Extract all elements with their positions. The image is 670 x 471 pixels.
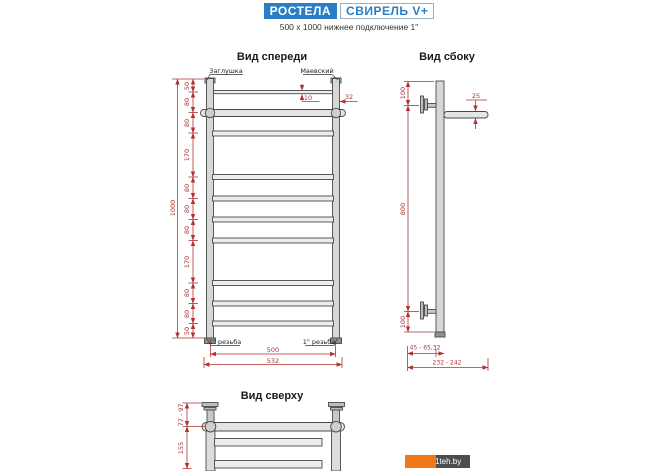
dim-side-bottom-offset: 100 xyxy=(398,315,407,329)
top-left-post xyxy=(206,427,215,471)
product-subtitle: 500 x 1000 нижнее подключение 1" xyxy=(279,22,419,32)
watermark-badge xyxy=(405,455,470,468)
dim-chain-6: 80 xyxy=(182,226,191,235)
dim-chain-1: 80 xyxy=(182,97,191,107)
header xyxy=(179,3,519,32)
rung-2-left-cap xyxy=(205,108,214,117)
dim-top-depth: 155 xyxy=(176,441,185,454)
dim-width-centers: 500 xyxy=(266,345,280,354)
thread-label-right: 1" резьба xyxy=(302,337,336,346)
top-view-drawing xyxy=(202,403,345,471)
rung-2-protruding xyxy=(201,110,346,117)
side-top-bracket xyxy=(421,96,437,113)
watermark-text: 1teh.by xyxy=(435,457,462,466)
thread-label-left: 1" резьба xyxy=(208,337,242,346)
dim-side-rung-diameter: 25 xyxy=(471,91,481,100)
rungs-3-10 xyxy=(213,131,334,326)
side-foot xyxy=(435,332,445,337)
watermark-logo xyxy=(436,455,470,468)
dim-side-depth-range: 232 - 242 xyxy=(432,359,462,366)
watermark-accent xyxy=(405,455,436,468)
dim-post-diameter: 32 xyxy=(344,93,354,101)
side-rung xyxy=(444,112,488,119)
dim-side-top-offset: 100 xyxy=(398,87,407,100)
dim-chain-3: 170 xyxy=(182,148,191,162)
dim-chain-4: 80 xyxy=(182,183,191,192)
rung-2-right-cap xyxy=(331,108,340,117)
top-right-post-circle xyxy=(331,421,342,432)
top-view-dimensions xyxy=(183,403,205,469)
dim-chain-2: 80 xyxy=(182,118,191,127)
side-view-title: Вид сбоку xyxy=(419,51,475,63)
top-left-post-circle xyxy=(205,421,216,432)
side-view-dimensions xyxy=(404,82,488,372)
top-right-bracket xyxy=(329,403,345,425)
front-view-title: Вид спереди xyxy=(236,51,308,63)
dim-chain-7: 170 xyxy=(182,255,191,268)
dim-rung-gap: 10 xyxy=(303,93,313,102)
top-view-title: Вид сверху xyxy=(240,390,304,402)
dim-side-bracket-span: 800 xyxy=(398,202,407,215)
top-left-bracket xyxy=(202,403,218,425)
plug-label: Заглушка xyxy=(209,66,243,75)
top-right-post xyxy=(332,427,341,471)
model-badge: СВИРЕЛЬ V+ xyxy=(340,3,434,19)
side-bottom-bracket xyxy=(421,302,437,319)
side-view-drawing xyxy=(421,81,489,337)
dim-chain-0: 50 xyxy=(182,81,191,90)
dim-side-wall-range: 45 - 65,32 xyxy=(409,344,441,352)
side-post xyxy=(436,81,444,332)
front-view-drawing xyxy=(201,78,346,344)
top-rung-2 xyxy=(215,439,323,447)
top-rung-3 xyxy=(215,461,323,469)
brand-badge: РОСТЕЛА xyxy=(264,3,337,19)
rung-1 xyxy=(214,91,333,94)
top-rung-protruding xyxy=(202,423,345,432)
dim-chain-9: 80 xyxy=(182,309,191,318)
dim-chain-5: 80 xyxy=(182,205,191,214)
mayevsky-valve-label: Маевский xyxy=(300,66,334,75)
dim-chain-10: 50 xyxy=(182,326,191,336)
dim-width-overall: 532 xyxy=(266,356,280,365)
dim-top-bracket-range: 77 - 97 xyxy=(176,402,185,427)
dim-chain-8: 80 xyxy=(182,289,191,298)
brand-badges xyxy=(179,3,519,19)
dim-total-height: 1000 xyxy=(168,199,177,217)
